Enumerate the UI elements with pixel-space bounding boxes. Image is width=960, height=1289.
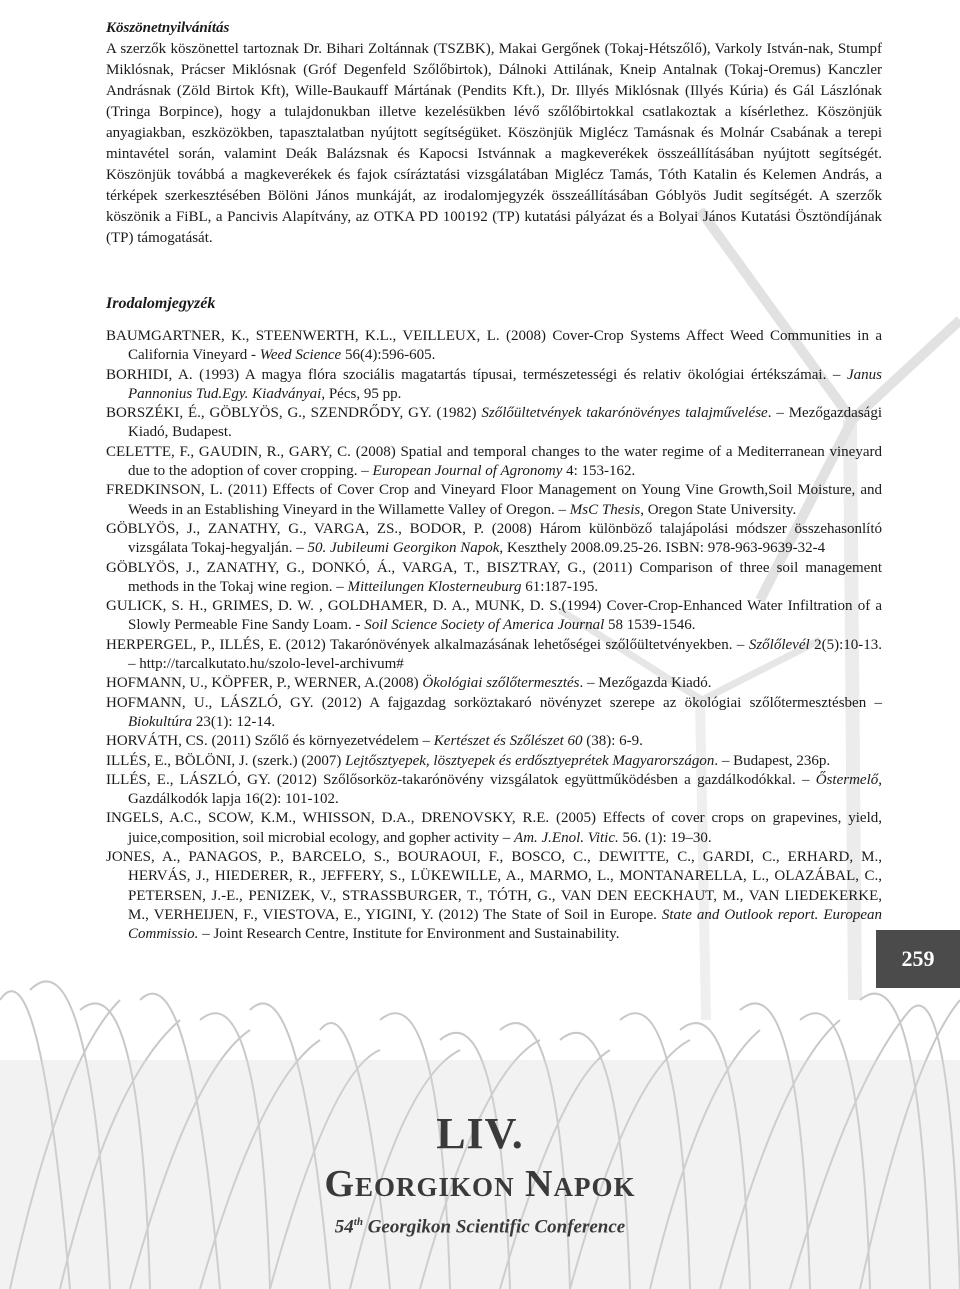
reference-text: ILLÉS, E., BÖLÖNI, J. (szerk.) (2007): [106, 752, 346, 769]
footer-conference-name: Georgikon Napok: [324, 1163, 636, 1205]
reference-source: Am. J.Enol. Vitic.: [514, 829, 619, 846]
reference-details: 61:187-195.: [521, 578, 599, 595]
acknowledgement-title: Köszönetnyilvánítás: [106, 20, 230, 36]
footer-roman-numeral: LIV.: [436, 1109, 524, 1158]
reference-source: State and Outlook report. European Commissio.: [128, 906, 882, 943]
reference-source: Lejtősztyepek, lösztyepek és erdősztyeprétek Magyarországon: [345, 752, 715, 769]
reference-details: , Oregon State University.: [640, 501, 797, 518]
reference-text: ILLÉS, E., LÁSZLÓ, GY. (2012) Szőlősorköz-takarónövény vizsgálatok együttműködésben a gazdálkodókkal. –: [106, 771, 816, 788]
reference-source: Weed Science: [259, 347, 342, 364]
reference-item: [106, 752, 882, 771]
reference-details: 58 1539-1546.: [604, 617, 696, 634]
reference-source: Soil Science Society of America Journal: [364, 617, 605, 634]
reference-details: 2(5):10-13. – http://tarcalkutato.hu/szolo-level-archivum#: [128, 636, 882, 673]
reference-details: , Keszthely 2008.09.25-26. ISBN: 978-963-9639-32-4: [499, 540, 826, 557]
conference-number: 54: [334, 1216, 354, 1238]
footer-conference-subtitle: [0, 1216, 960, 1238]
reference-item: [106, 366, 882, 405]
conference-number-suffix: th: [353, 1216, 363, 1228]
reference-source: Szőlőlevél: [748, 636, 810, 653]
reference-details: – Joint Research Centre, Institute for Environment and Sustainability.: [198, 926, 620, 943]
reference-item: [106, 327, 882, 366]
reference-details: . – Budapest, 236p.: [714, 752, 831, 769]
page-number-badge: [876, 930, 960, 988]
reference-source: Szőlőültetvények takarónövényes talajművelése: [481, 405, 768, 422]
reference-item: [106, 520, 882, 559]
reference-text: HOFMANN, U., LÁSZLÓ, GY. (2012) A fajgazdag sorköztakaró növényzet szerepe az ökológiai szőlőtermesztésben –: [106, 694, 882, 711]
references-title: Irodalomjegyzék: [106, 295, 216, 312]
reference-source: European Journal of Agronomy: [372, 463, 563, 480]
reference-details: . – Mezőgazdasági Kiadó, Budapest.: [128, 405, 883, 441]
reference-details: . – Mezőgazda Kiadó.: [579, 675, 712, 692]
reference-text: BAUMGARTNER, K., STEENWERTH, K.L., VEILLEUX, L. (2008) Cover-Crop Systems Affect Weed Communities in a California Vineyard -: [106, 328, 882, 364]
reference-item: [106, 848, 882, 944]
reference-source: Őstermelő: [815, 771, 879, 788]
reference-source: 50. Jubileumi Georgikon Napok: [307, 540, 500, 557]
reference-details: , Gazdálkodók lapja 16(2): 101-102.: [128, 771, 882, 808]
reference-details: (38): 6-9.: [582, 733, 643, 750]
reference-text: GÖBLYÖS, J., ZANATHY, G., DONKÓ, Á., VARGA, T., BISZTRAY, G., (2011) Comparison of three soil management methods in the Tokaj wine region. –: [106, 559, 882, 595]
reference-details: , Pécs, 95 pp.: [321, 385, 402, 402]
reference-source: Kertészet és Szőlészet 60: [433, 733, 583, 750]
reference-text: CELETTE, F., GAUDIN, R., GARY, C. (2008) Spatial and temporal changes to the water regime of a Mediterranean vineyard due to the adoption of cover cropping. –: [106, 443, 882, 480]
reference-text: HORVÁTH, CS. (2011) Szőlő és környezetvédelem –: [106, 733, 434, 750]
reference-source: MsC Thesis: [569, 501, 641, 518]
reference-source: Biokultúra: [128, 713, 193, 730]
reference-item: [106, 481, 882, 520]
reference-details: 23(1): 12-14.: [192, 713, 276, 730]
reference-text: FREDKINSON, L. (2011) Effects of Cover Crop and Vineyard Floor Management on Young Vine Growth,Soil Moisture, and Weeds in an Establishing Vineyard in the Willamette Valley of Oregon. –: [106, 482, 882, 518]
reference-text: BORSZÉKI, É., GÖBLYÖS, G., SZENDRŐDY, GY. (1982): [106, 405, 482, 422]
reference-source: Mitteilungen Klosterneuburg: [347, 578, 522, 595]
reference-item: [106, 404, 882, 443]
reference-text: HERPERGEL, P., ILLÉS, E. (2012) Takarónövények alkalmazásának lehetőségei szőlőültetvényekben. –: [106, 636, 749, 653]
reference-text: GÖBLYÖS, J., ZANATHY, G., VARGA, ZS., BODOR, P. (2008) Három különböző talajápolási módszer összehasonlító vizsgálata Tokaj-hegyalján. –: [106, 520, 882, 557]
acknowledgement-text: A szerzők köszönettel tartoznak Dr. Bihari Zoltánnak (TSZBK), Makai Gergőnek (Tokaj-Hétszőlő), Varkoly István-nak, Stumpf Miklósnak, Prácser Miklósnak (Gróf Degenfeld Szőlőbirtok), Dálnoki Attilának, Kneip Antalnak (Tokaj-Oremus) Kanczler Andrásnak (Zöld Birtok Kft), Wille-Baukauff Mártának (Pendits Kft.), Dr. Illyés Miklósnak (Illyés Kúria) és Gál Lászlónak (Tringa Borpince), hogy a tulajdonukban illetve kezelésükben lévő szőlőbirtokkal csatlakoztak a kísérlethez. Köszönjük anyagiakban, eszközökben, tapasztalatban nyújtott segítségüket. Köszönjük Miglécz Tamásnak és Molnár Csabának a terepi mintavétel során, valamint Deák Balázsnak és Kapocsi Istvánnak a magkeverékek összeállításában nyújtott segítségét. Köszönjük továbbá a magkeverékek és fajok csíráztatási vizsgálatában Miglécz Tamás, Tóth Katalin és Kelemen András, a térképek szerkesztésében Bölöni János munkáját, az irodalomjegyzék összeállításában Góblyös Judit segítségét. A szerzők köszönik a FiBL, a Pancivis Alapítvány, az OTKA PD 100192 (TP) kutatási pályázat és a Bolyai János Kutatási Ösztöndíjának (TP) támogatását.: [106, 41, 882, 246]
page-number: 259: [901, 946, 935, 971]
reference-source: Janus Pannonius Tud.Egy. Kiadványai: [128, 366, 882, 402]
reference-item: [106, 443, 882, 482]
page-content: [106, 20, 882, 945]
references-list: [106, 327, 882, 945]
reference-item: [106, 694, 882, 733]
reference-item: [106, 559, 882, 598]
reference-item: [106, 636, 882, 675]
reference-details: 56(4):596-605.: [341, 347, 436, 364]
reference-text: BORHIDI, A. (1993) A magya flóra szociális magatartás típusai, természetességi és relativ ökológiai értékszámai. –: [106, 366, 847, 383]
reference-details: 56. (1): 19–30.: [618, 829, 712, 846]
reference-item: [106, 674, 882, 693]
reference-item: [106, 732, 882, 751]
reference-source: Ökológiai szőlőtermesztés: [422, 675, 580, 692]
reference-text: INGELS, A.C., SCOW, K.M., WHISSON, D.A., DRENOVSKY, R.E. (2005) Effects of cover crops on grapevines, yield, juice,composition, soil microbial ecology, and gopher activity –: [106, 810, 882, 846]
reference-item: [106, 809, 882, 848]
reference-item: [106, 597, 882, 636]
reference-details: 4: 153-162.: [562, 463, 636, 480]
reference-text: JONES, A., PANAGOS, P., BARCELO, S., BOURAOUI, F., BOSCO, C., DEWITTE, C., GARDI, C., ERHARD, M., HERVÁS, J., HIEDERER, R., JEFFERY, S., LÜKEWILLE, A., MARMO, L., MONTANARELLA, L., OLAZÁBAL, C., PETERSEN, J.-E., PENIZEK, V., STRASSBURGER, T., TÓTH, G., VAN DEN EECKHAUT, M., VAN LIEDEKERKE, M., VERHEIJEN, F., VIESTOVA, E., YIGINI, Y. (2012) The State of Soil in Europe.: [106, 849, 882, 923]
reference-item: [106, 771, 882, 810]
conference-subtitle-text: Georgikon Scientific Conference: [362, 1216, 626, 1238]
reference-text: HOFMANN, U., KÖPFER, P., WERNER, A.(2008): [106, 675, 423, 692]
reference-text: GULICK, S. H., GRIMES, D. W. , GOLDHAMER, D. A., MUNK, D. S.(1994) Cover-Crop-Enhanced Water Infiltration of a Slowly Permeable Fine Sandy Loam. -: [106, 598, 882, 634]
